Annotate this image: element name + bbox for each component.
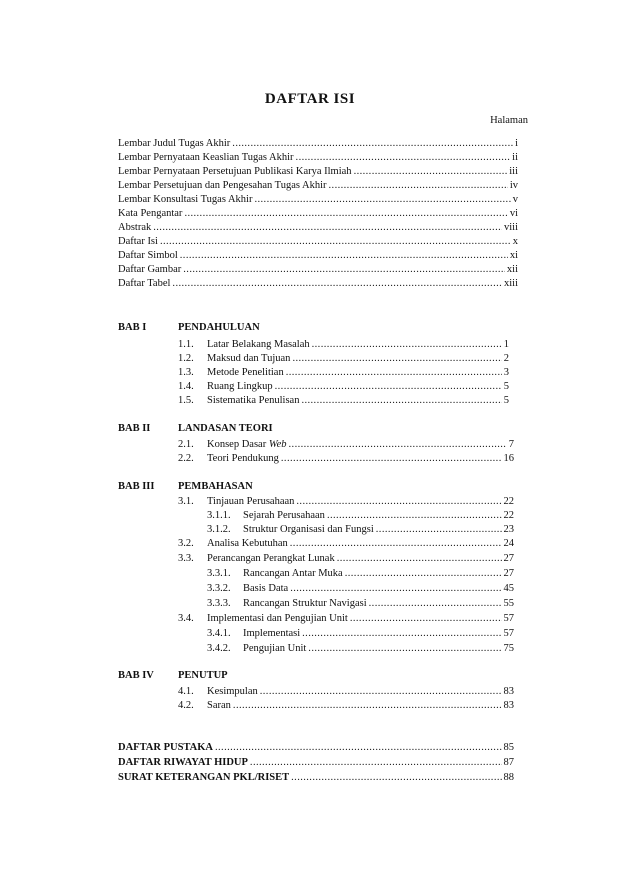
leader-dots (286, 366, 502, 380)
leader-dots (291, 771, 501, 785)
leader-dots (354, 165, 508, 179)
chapter-title: PENUTUP (178, 670, 228, 681)
leader-dots (172, 277, 502, 291)
toc-entry: 3.1. Tinjauan Perusahaan ..... 22 (178, 495, 514, 509)
toc-entry: 3.4.1. Implementasi ..... 57 (207, 627, 514, 641)
toc-entry: Lembar Pernyataan Persetujuan Publikasi Karya Ilmiah ..... iii (118, 165, 518, 179)
leader-dots (327, 509, 502, 523)
toc-entry: 3.3.2. Basis Data ..... 45 (207, 582, 514, 596)
toc-entry: 3.1.1. Sejarah Perusahaan ..... 22 (207, 509, 514, 523)
leader-dots (376, 523, 502, 537)
toc-entry: Daftar Isi ..... x (118, 235, 518, 249)
chapter-title: PEMBAHASAN (178, 481, 253, 492)
toc-entry: Daftar Tabel ..... xiii (118, 277, 518, 291)
toc-entry: Daftar Gambar ..... xii (118, 263, 518, 277)
toc-entry: DAFTAR PUSTAKA ..... 85 (118, 741, 514, 755)
toc-entry: 3.3.3. Rancangan Struktur Navigasi ..... 55 (207, 597, 514, 611)
leader-dots (281, 452, 502, 466)
leader-dots (329, 179, 508, 193)
leader-dots (308, 642, 501, 656)
chapter-number: BAB III (118, 481, 155, 492)
leader-dots (184, 207, 507, 221)
leader-dots (350, 612, 502, 626)
leader-dots (337, 552, 502, 566)
toc-entry: SURAT KETERANGAN PKL/RISET ..... 88 (118, 771, 514, 785)
leader-dots (292, 352, 501, 366)
leader-dots (301, 394, 501, 408)
leader-dots (290, 582, 501, 596)
toc-entry: 1.3. Metode Penelitian ..... 3 (178, 366, 509, 380)
toc-entry: Lembar Persetujuan dan Pengesahan Tugas Akhir ..... iv (118, 179, 518, 193)
leader-dots (290, 537, 502, 551)
leader-dots (345, 567, 502, 581)
leader-dots (254, 193, 510, 207)
leader-dots (296, 495, 501, 509)
leader-dots (369, 597, 502, 611)
toc-entry: Daftar Simbol ..... xi (118, 249, 518, 263)
toc-entry: 1.1. Latar Belakang Masalah ..... 1 (178, 338, 509, 352)
toc-entry: 3.3.1. Rancangan Antar Muka ..... 27 (207, 567, 514, 581)
chapter-title: PENDAHULUAN (178, 322, 260, 333)
page-title: DAFTAR ISI (264, 91, 356, 107)
toc-entry: 4.1. Kesimpulan ..... 83 (178, 685, 514, 699)
leader-dots (302, 627, 501, 641)
leader-dots (233, 699, 502, 713)
toc-entry: Kata Pengantar ..... vi (118, 207, 518, 221)
leader-dots (215, 741, 502, 755)
toc-entry: 3.4. Implementasi dan Pengujian Unit ..... 57 (178, 612, 514, 626)
toc-entry: 3.2. Analisa Kebutuhan ..... 24 (178, 537, 514, 551)
toc-entry: 2.2. Teori Pendukung ..... 16 (178, 452, 514, 466)
toc-entry: 4.2. Saran ..... 83 (178, 699, 514, 713)
leader-dots (296, 151, 511, 165)
chapter-number: BAB IV (118, 670, 154, 681)
leader-dots (153, 221, 502, 235)
toc-entry: 3.4.2. Pengujian Unit ..... 75 (207, 642, 514, 656)
leader-dots (260, 685, 502, 699)
leader-dots (250, 756, 502, 770)
leader-dots (289, 438, 507, 452)
toc-entry: Lembar Judul Tugas Akhir ..... i (118, 137, 518, 151)
leader-dots (160, 235, 511, 249)
leader-dots (183, 263, 505, 277)
leader-dots (180, 249, 508, 263)
toc-entry: 1.2. Maksud dan Tujuan ..... 2 (178, 352, 509, 366)
toc-entry: 2.1. Konsep Dasar Web ..... 7 (178, 438, 514, 452)
toc-entry: Lembar Pernyataan Keaslian Tugas Akhir ..... ii (118, 151, 518, 165)
toc-entry: 3.3. Perancangan Perangkat Lunak ..... 27 (178, 552, 514, 566)
page-column-header: Halaman (490, 115, 528, 126)
chapter-number: BAB I (118, 322, 147, 333)
leader-dots (232, 137, 513, 151)
chapter-number: BAB II (118, 423, 151, 434)
chapter-title: LANDASAN TEORI (178, 423, 273, 434)
toc-entry: Lembar Konsultasi Tugas Akhir ..... v (118, 193, 518, 207)
leader-dots (275, 380, 502, 394)
toc-entry: DAFTAR RIWAYAT HIDUP ..... 87 (118, 756, 514, 770)
toc-entry: 1.4. Ruang Lingkup ..... 5 (178, 380, 509, 394)
toc-entry: 3.1.2. Struktur Organisasi dan Fungsi ..... 23 (207, 523, 514, 537)
leader-dots (312, 338, 502, 352)
toc-entry: 1.5. Sistematika Penulisan ..... 5 (178, 394, 509, 408)
toc-entry: Abstrak ..... viii (118, 221, 518, 235)
